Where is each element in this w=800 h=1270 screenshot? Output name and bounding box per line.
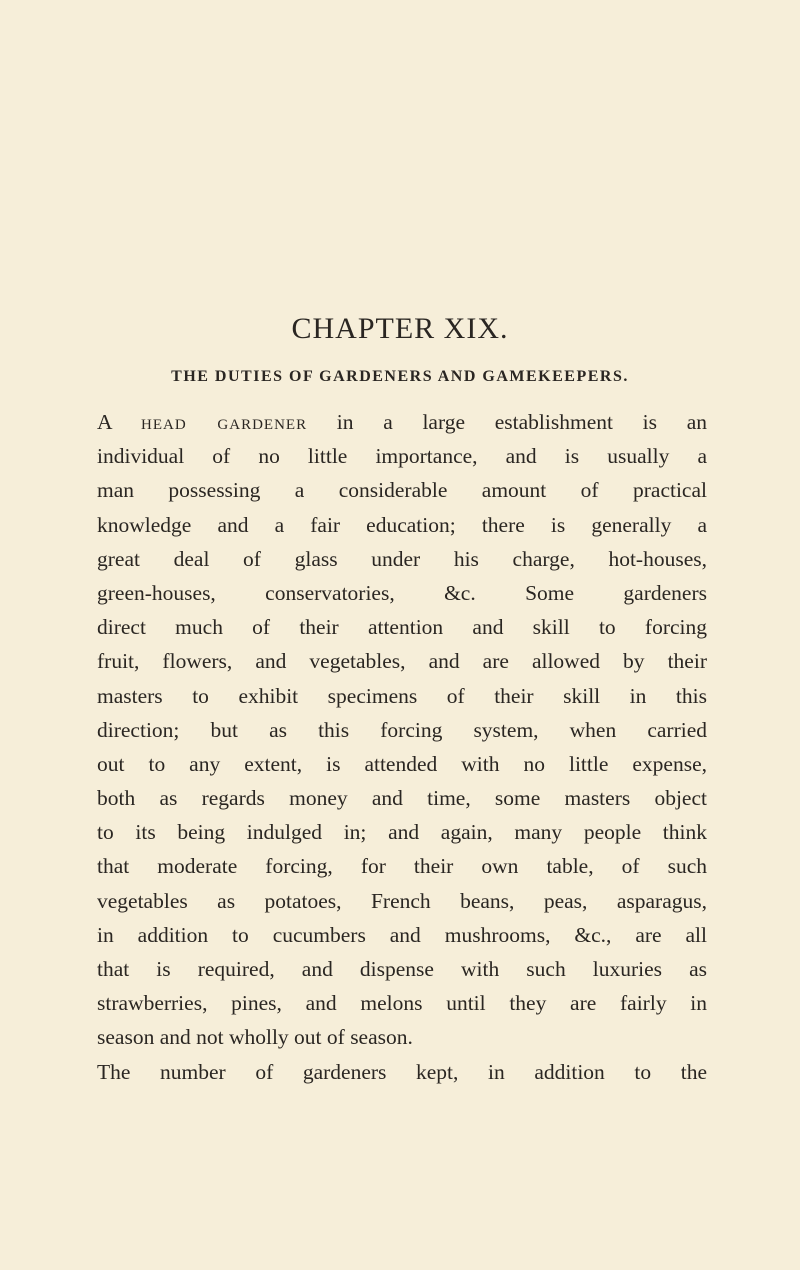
text-line-9: masters to exhibit specimens of their skill in this — [97, 683, 707, 708]
text-line-4: knowledge and a fair education; there is generally a — [97, 512, 707, 537]
text-line-10: direction; but as this forcing system, when carried — [97, 717, 707, 742]
text-line-16: in addition to cucumbers and mushrooms, &c., are all — [97, 922, 707, 947]
text-line-8: fruit, flowers, and vegetables, and are allowed by their — [97, 649, 707, 674]
text-line-18: strawberries, pines, and melons until they are fairly in — [97, 991, 707, 1016]
text-line-next-paragraph: The number of gardeners kept, in addition to the — [97, 1059, 707, 1084]
text-line-3: man possessing a considerable amount of practical — [97, 478, 707, 503]
lead-initial: A — [97, 410, 112, 434]
text-line-11: out to any extent, is attended with no little expense, — [97, 751, 707, 776]
text-line-15: vegetables as potatoes, French beans, peas, asparagus, — [97, 888, 707, 913]
line-text: in a large establishment is an — [307, 410, 707, 434]
chapter-subtitle: THE DUTIES OF GARDENERS AND GAMEKEEPERS. — [171, 368, 629, 385]
text-line-17: that is required, and dispense with such luxuries as — [97, 957, 707, 981]
chapter-title: CHAPTER XIX. — [291, 312, 509, 345]
text-line-14: that moderate forcing, for their own table, of such — [97, 854, 707, 879]
text-line-12: both as regards money and time, some masters object — [97, 786, 707, 811]
text-line-1 — [97, 405, 707, 439]
text-line-2: individual of no little importance, and is usually a — [97, 444, 707, 469]
text-line-13: to its being indulged in; and again, many people think — [97, 820, 707, 845]
text-line-7: direct much of their attention and skill to forcing — [97, 615, 707, 640]
text-line-19: season and not wholly out of season. — [97, 1025, 413, 1050]
text-line-6: green-houses, conservatories, &c. Some gardeners — [97, 580, 707, 605]
body-text — [97, 405, 707, 1089]
text-line-5: great deal of glass under his charge, hot-houses, — [97, 546, 707, 571]
lead-smallcaps: head gardener — [141, 410, 308, 434]
